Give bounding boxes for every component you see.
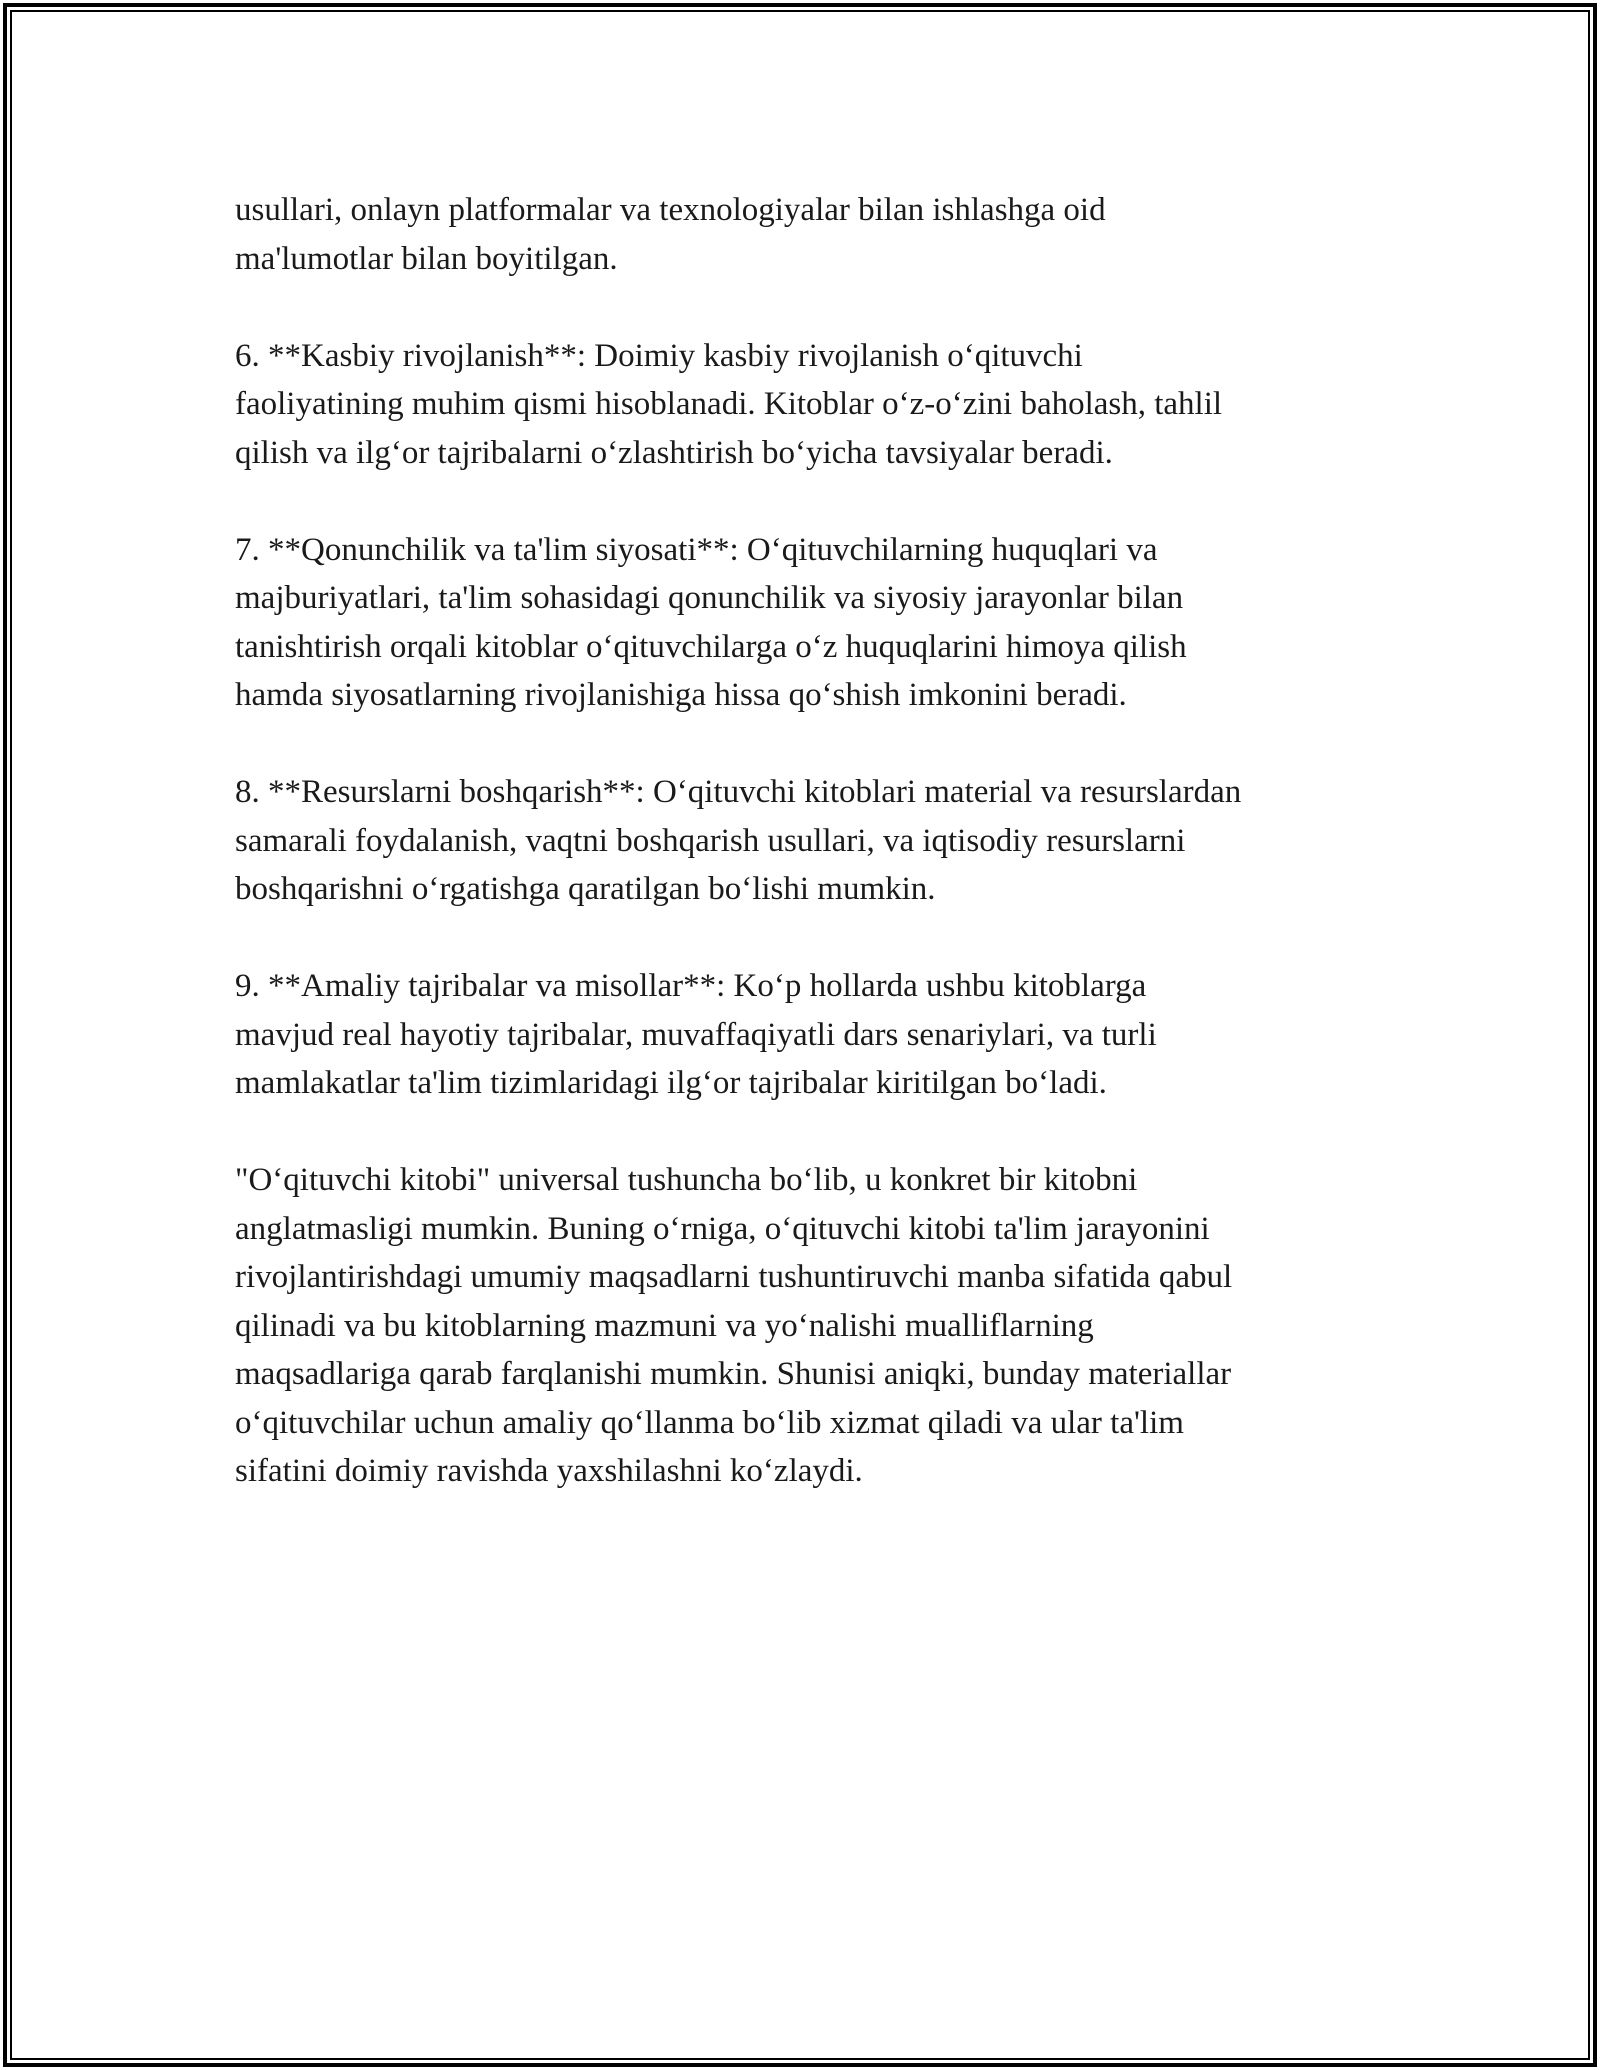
paragraph-item-7: [235, 526, 1375, 720]
text-line: "Oʻqituvchi kitobi" universal tushuncha boʻlib, u konkret bir kitobni: [235, 1162, 1138, 1198]
text-line: rivojlantirishdagi umumiy maqsadlarni tushuntiruvchi manba sifatida qabul: [235, 1259, 1233, 1295]
text-line: mamlakatlar ta'lim tizimlaridagi ilgʻor tajribalar kiritilgan boʻladi.: [235, 1065, 1107, 1101]
text-line: 6. **Kasbiy rivojlanish**: Doimiy kasbiy rivojlanish oʻqituvchi: [235, 337, 1083, 374]
text-line: sifatini doimiy ravishda yaxshilashni koʻzlaydi.: [235, 1453, 863, 1489]
text-line: majburiyatlari, ta'lim sohasidagi qonunchilik va siyosiy jarayonlar bilan: [235, 580, 1184, 616]
paragraph-conclusion: [235, 1156, 1375, 1496]
text-line: ma'lumotlar bilan boyitilgan.: [235, 240, 618, 277]
text-line: boshqarishni oʻrgatishga qaratilgan boʻlishi mumkin.: [235, 871, 936, 907]
text-line: maqsadlariga qarab farqlanishi mumkin. Shunisi aniqki, bunday materiallar: [235, 1356, 1232, 1392]
text-line: 7. **Qonunchilik va ta'lim siyosati**: Oʻqituvchilarning huquqlari va: [235, 531, 1158, 568]
text-line: qilinadi va bu kitoblarning mazmuni va yoʻnalishi mualliflarning: [235, 1307, 1094, 1344]
text-line: mavjud real hayotiy tajribalar, muvaffaqiyatli dars senariylari, va turli: [235, 1016, 1157, 1053]
text-line: hamda siyosatlarning rivojlanishiga hissa qoʻshish imkonini beradi.: [235, 677, 1127, 713]
text-line: faoliyatining muhim qismi hisoblanadi. Kitoblar oʻz-oʻzini baholash, tahlil: [235, 386, 1223, 422]
text-line: anglatmasligi mumkin. Buning oʻrniga, oʻqituvchi kitobi ta'lim jarayonini: [235, 1210, 1210, 1247]
text-line: tanishtirish orqali kitoblar oʻqituvchilarga oʻz huquqlarini himoya qilish: [235, 628, 1187, 665]
text-line: qilish va ilgʻor tajribalarni oʻzlashtirish boʻyicha tavsiyalar beradi.: [235, 434, 1113, 471]
text-line: samarali foydalanish, vaqtni boshqarish usullari, va iqtisodiy resurslarni: [235, 822, 1186, 859]
document-body: [235, 186, 1375, 1544]
paragraph-item-9: [235, 962, 1375, 1108]
text-line: usullari, onlayn platformalar va texnologiyalar bilan ishlashga oid: [235, 192, 1106, 228]
text-line: 9. **Amaliy tajribalar va misollar**: Koʻp hollarda ushbu kitoblarga: [235, 968, 1147, 1004]
paragraph-item-6: [235, 332, 1375, 478]
paragraph-continuation: [235, 186, 1375, 283]
text-line: oʻqituvchilar uchun amaliy qoʻllanma boʻlib xizmat qiladi va ular ta'lim: [235, 1404, 1184, 1441]
paragraph-item-8: [235, 768, 1375, 914]
text-line: 8. **Resurslarni boshqarish**: Oʻqituvchi kitoblari material va resurslardan: [235, 774, 1242, 810]
